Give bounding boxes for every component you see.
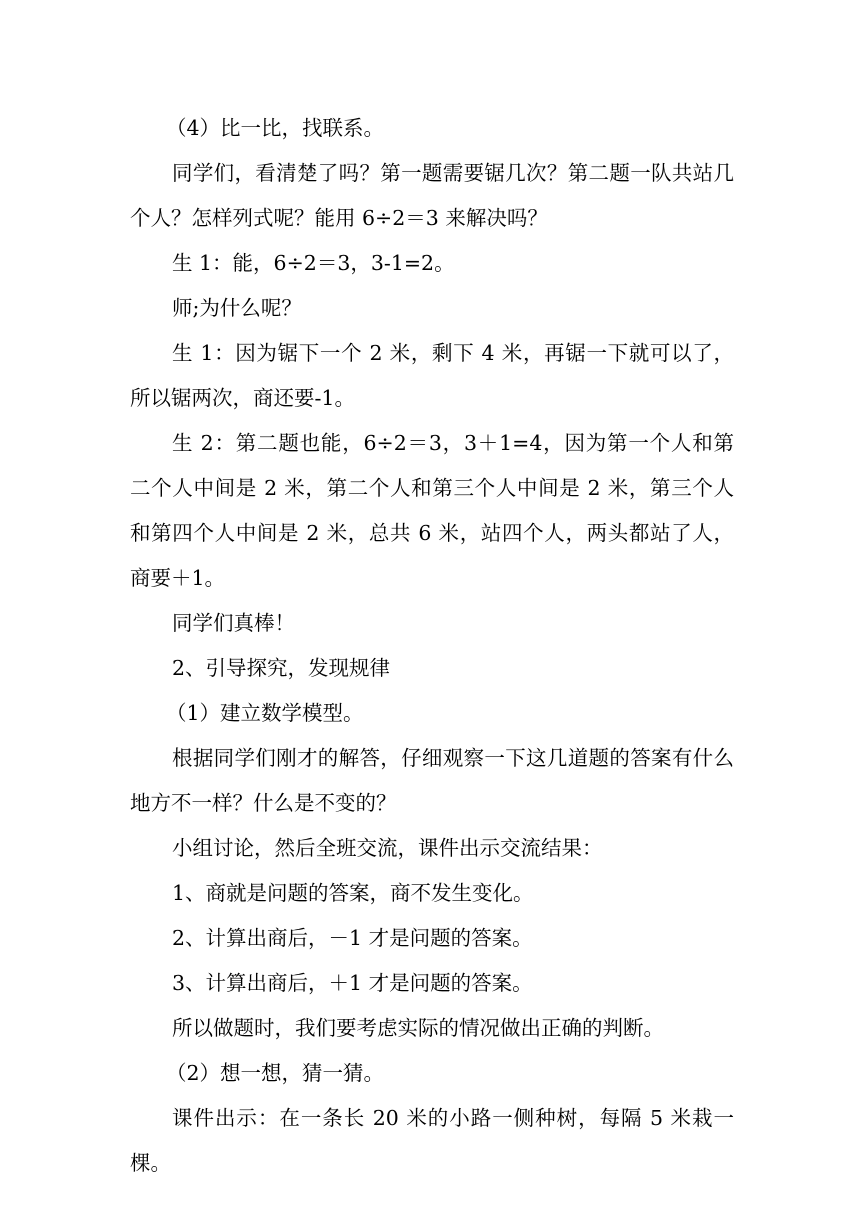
paragraph-result-3: 3、计算出商后，＋1 才是问题的答案。	[172, 971, 533, 995]
paragraph-result-1: 1、商就是问题的答案，商不发生变化。	[172, 881, 534, 905]
paragraph-courseware-problem: 课件出示：在一条长 20 米的小路一侧种树，每隔 5 米栽一棵。	[130, 1106, 734, 1175]
paragraph-conclusion: 所以做题时，我们要考虑实际的情况做出正确的判断。	[172, 1016, 664, 1040]
paragraph-praise: 同学们真棒！	[172, 611, 295, 635]
paragraph-group-discussion: 小组讨论，然后全班交流，课件出示交流结果：	[172, 836, 603, 860]
paragraph-section-2-heading: 2、引导探究，发现规律	[172, 656, 391, 680]
paragraph-guess-heading: （2）想一想，猜一猜。	[166, 1061, 385, 1085]
paragraph-teacher-question: 同学们，看清楚了吗？第一题需要锯几次？第二题一队共站几个人？怎样列式呢？能用 6÷2＝3 来解决吗？	[130, 161, 734, 230]
paragraph-compare-heading: （4）比一比，找联系。	[166, 116, 385, 140]
paragraph-student1-reason: 生 1：因为锯下一个 2 米，剩下 4 米，再锯一下就可以了，所以锯两次，商还要-1。	[130, 341, 734, 410]
paragraph-result-2: 2、计算出商后，－1 才是问题的答案。	[172, 926, 533, 950]
paragraph-model-heading: （1）建立数学模型。	[166, 701, 364, 725]
paragraph-student1-answer: 生 1：能，6÷2＝3，3-1=2。	[172, 251, 455, 275]
document-body	[130, 106, 734, 1186]
paragraph-student2-answer: 生 2：第二题也能，6÷2＝3，3＋1=4，因为第一个人和第二个人中间是 2 米，第二个人和第三个人中间是 2 米，第三个人和第四个人中间是 2 米，总共 6 米，站四个人，两头都站了人，商要＋1。	[130, 431, 734, 590]
paragraph-teacher-why: 师;为什么呢？	[172, 296, 302, 320]
paragraph-observe-question: 根据同学们刚才的解答，仔细观察一下这几道题的答案有什么地方不一样？什么是不变的？	[130, 746, 734, 815]
